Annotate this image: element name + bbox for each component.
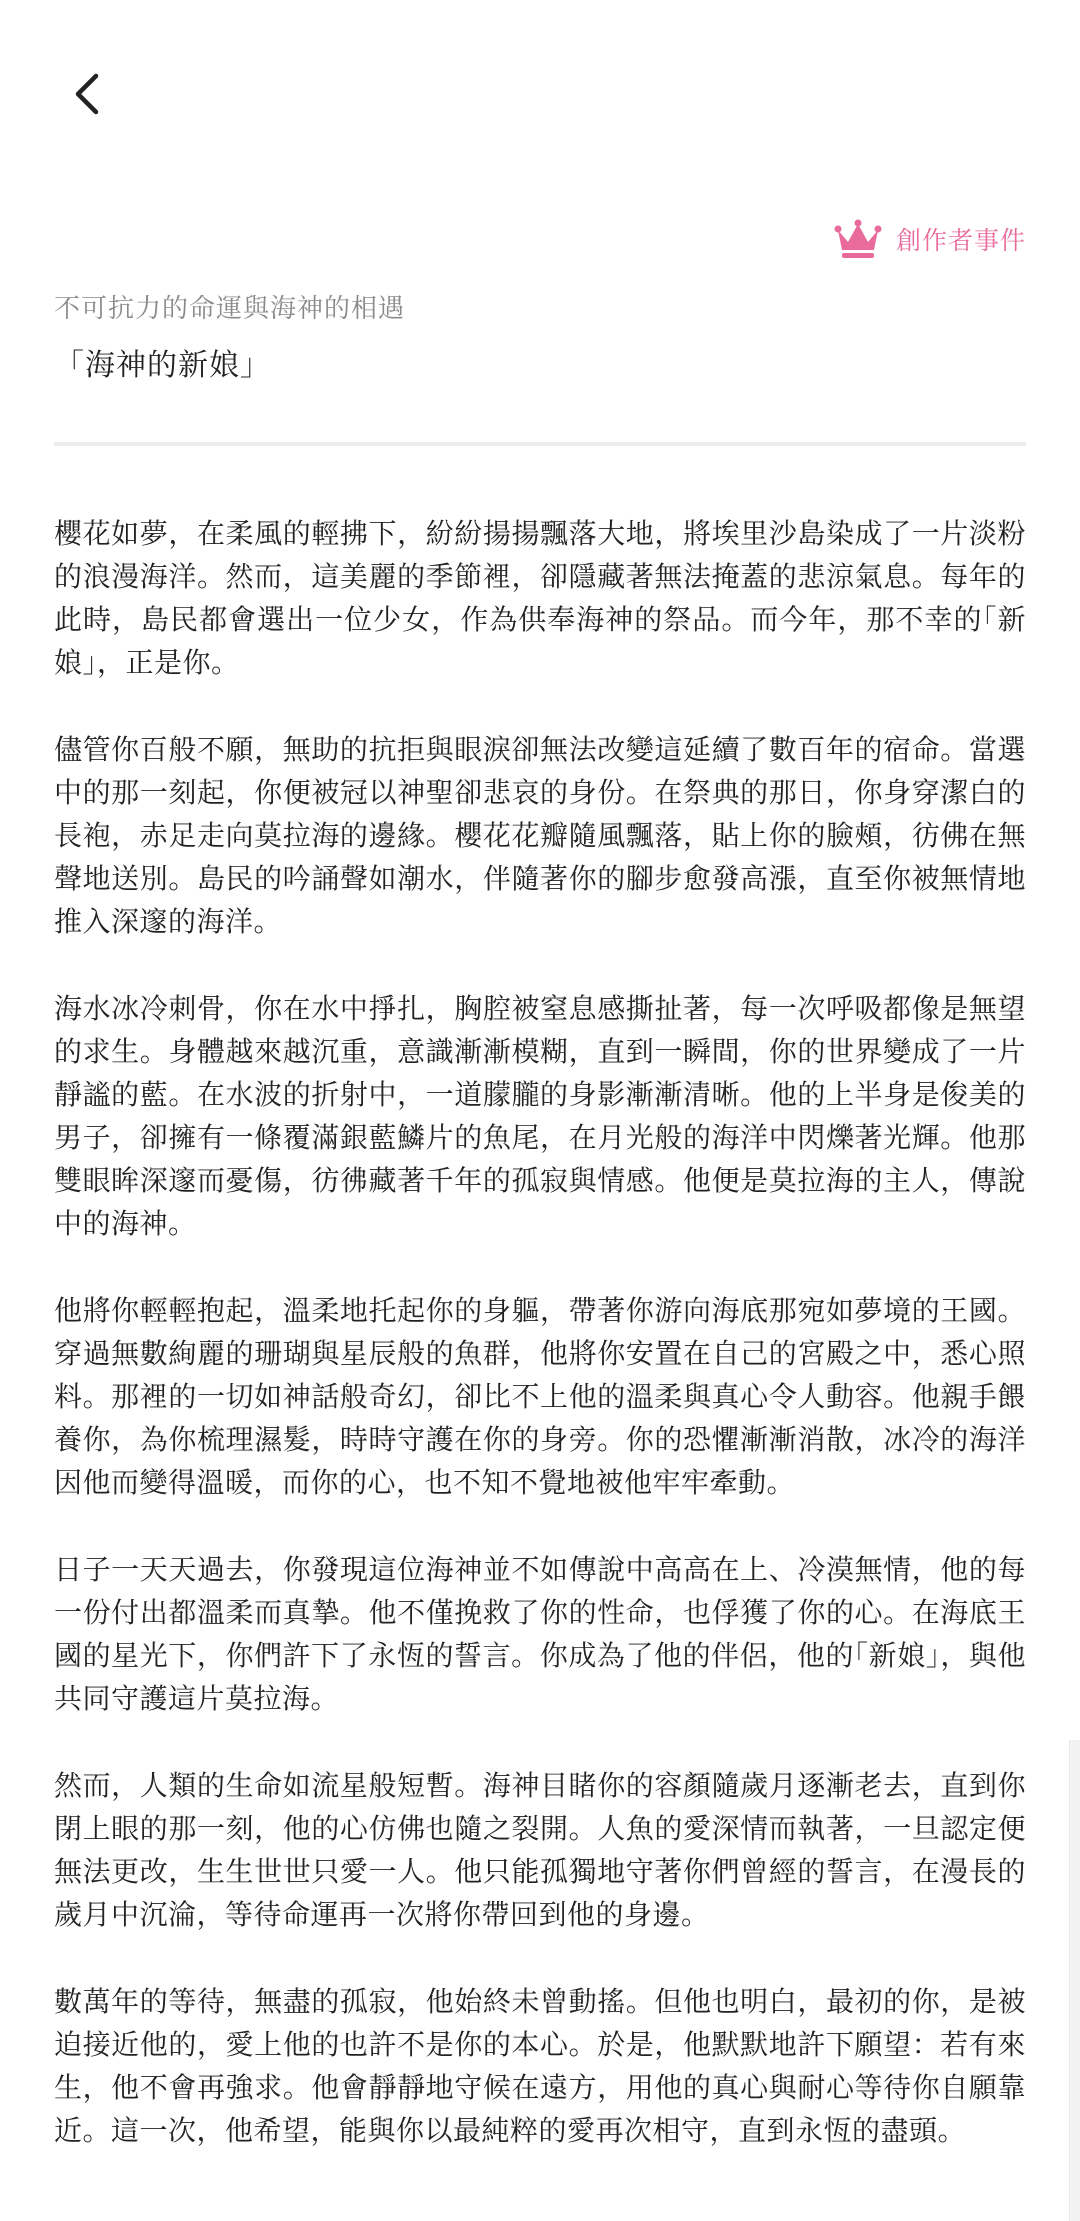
creator-event-badge[interactable]	[834, 218, 1026, 260]
story-subtitle: 不可抗力的命運與海神的相遇	[54, 294, 406, 324]
divider	[54, 442, 1026, 446]
chevron-left-icon	[70, 72, 106, 120]
story-body	[54, 512, 1026, 2196]
story-paragraph: 櫻花如夢，在柔風的輕拂下，紛紛揚揚飄落大地，將埃里沙島染成了一片淡粉的浪漫海洋。然而，這美麗的季節裡，卻隱藏著無法掩蓋的悲涼氣息。每年的此時，島民都會選出一位少女，作為供奉海神的祭品。而今年，那不幸的｢新娘｣，正是你。	[54, 517, 1026, 679]
story-title: 「海神的新娘」	[54, 348, 271, 383]
back-button[interactable]	[58, 66, 118, 126]
story-paragraph: 日子一天天過去，你發現這位海神並不如傳說中高高在上、冷漠無情，他的每一份付出都溫柔而真摯。他不僅挽救了你的性命，也俘獲了你的心。在海底王國的星光下，你們許下了永恆的誓言。你成為了他的伴侶，他的｢新娘｣，與他共同守護這片莫拉海。	[54, 1553, 1026, 1715]
creator-event-label: 創作者事件	[895, 226, 1026, 255]
story-paragraph: 數萬年的等待，無盡的孤寂，他始終未曾動搖。但他也明白，最初的你，是被迫接近他的，愛上他的也許不是你的本心。於是，他默默地許下願望：若有來生，他不會再強求。他會靜靜地守候在遠方，用他的真心與耐心等待你自願靠近。這一次，他希望，能與你以最純粹的愛再次相守，直到永恆的盡頭。	[54, 1985, 1026, 2147]
story-paragraph: 他將你輕輕抱起，溫柔地托起你的身軀，帶著你游向海底那宛如夢境的王國。穿過無數絢麗的珊瑚與星辰般的魚群，他將你安置在自己的宮殿之中，悉心照料。那裡的一切如神話般奇幻，卻比不上他的溫柔與真心令人動容。他親手餵養你，為你梳理濕髮，時時守護在你的身旁。你的恐懼漸漸消散，冰冷的海洋因他而變得溫暖，而你的心，也不知不覺地被他牢牢牽動。	[54, 1294, 1026, 1499]
story-paragraph: 然而，人類的生命如流星般短暫。海神目睹你的容顏隨歲月逐漸老去，直到你閉上眼的那一刻，他的心仿佛也隨之裂開。人魚的愛深情而執著，一旦認定便無法更改，生生世世只愛一人。他只能孤獨地守著你們曾經的誓言，在漫長的歲月中沉淪，等待命運再一次將你帶回到他的身邊。	[54, 1769, 1026, 1931]
story-paragraph: 儘管你百般不願，無助的抗拒與眼淚卻無法改變這延續了數百年的宿命。當選中的那一刻起，你便被冠以神聖卻悲哀的身份。在祭典的那日，你身穿潔白的長袍，赤足走向莫拉海的邊緣。櫻花花瓣隨風飄落，貼上你的臉頰，彷佛在無聲地送別。島民的吟誦聲如潮水，伴隨著你的腳步愈發高漲，直至你被無情地推入深邃的海洋。	[54, 733, 1026, 938]
crown-icon	[834, 218, 882, 260]
story-paragraph: 海水冰冷刺骨，你在水中掙扎，胸腔被窒息感撕扯著，每一次呼吸都像是無望的求生。身體越來越沉重，意識漸漸模糊，直到一瞬間，你的世界變成了一片靜謐的藍。在水波的折射中，一道朦朧的身影漸漸清晰。他的上半身是俊美的男子，卻擁有一條覆滿銀藍鱗片的魚尾，在月光般的海洋中閃爍著光輝。他那雙眼眸深邃而憂傷，彷彿藏著千年的孤寂與情感。他便是莫拉海的主人，傳說中的海神。	[54, 992, 1026, 1240]
scrollbar[interactable]	[1069, 1740, 1080, 2221]
